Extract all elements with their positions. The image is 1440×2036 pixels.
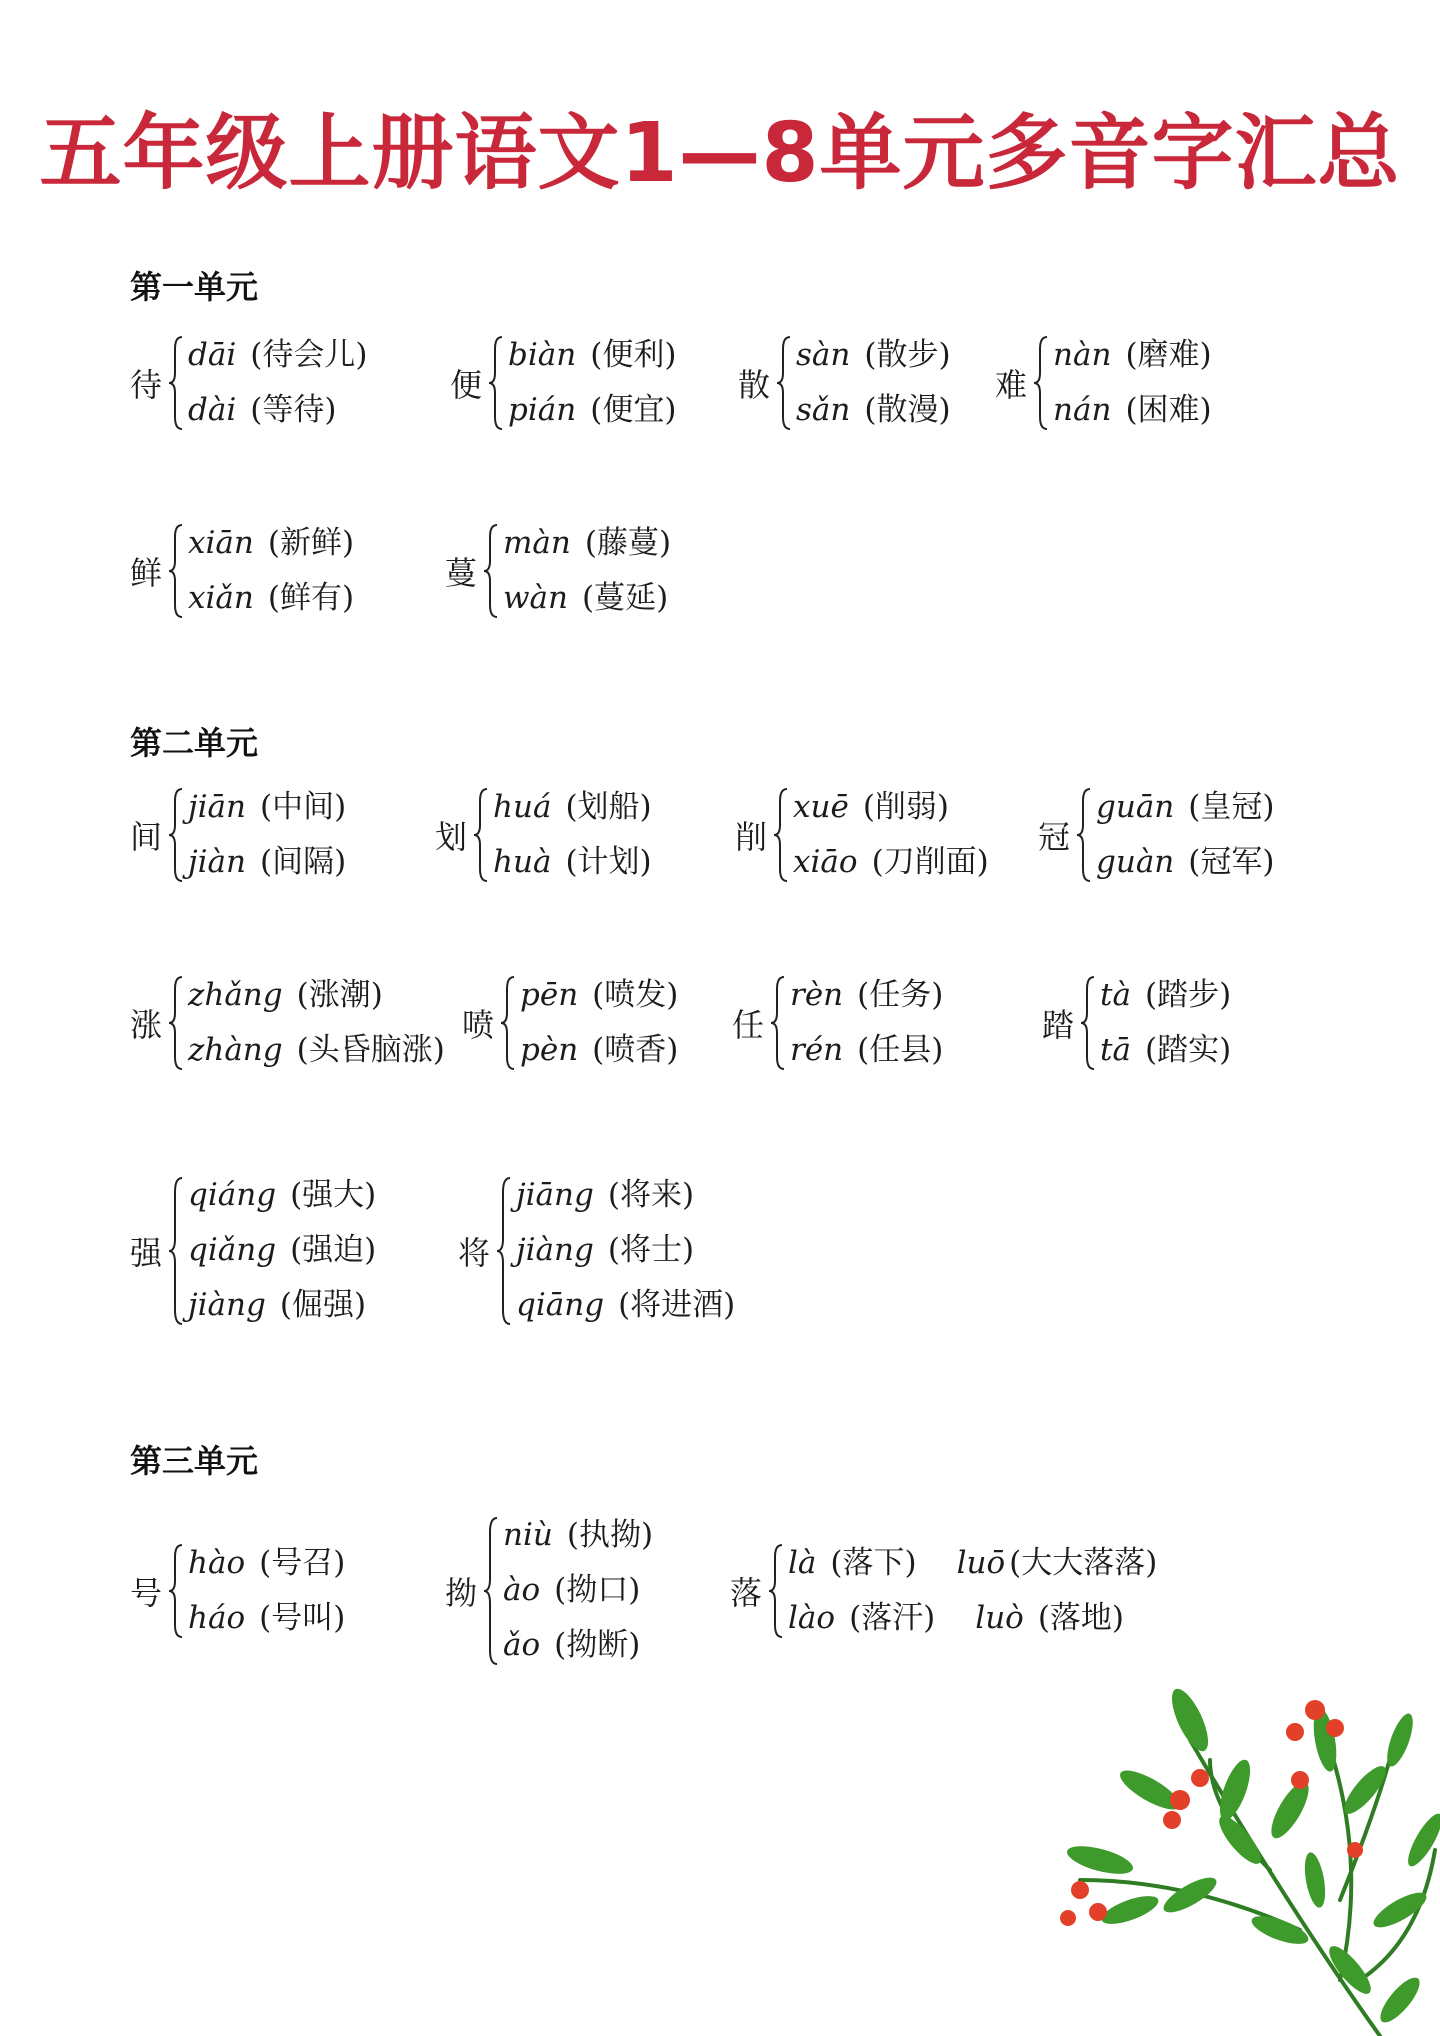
brace-icon bbox=[500, 975, 516, 1071]
pinyin: hào bbox=[188, 1545, 246, 1581]
polyphone-entry bbox=[130, 328, 367, 438]
reading-row bbox=[508, 328, 676, 383]
reading-row bbox=[188, 571, 354, 626]
example-word: (号召) bbox=[259, 1545, 346, 1581]
brace-icon bbox=[483, 523, 499, 619]
example-word: (散漫) bbox=[864, 392, 951, 428]
polyphone-entry bbox=[445, 516, 671, 626]
reading-row bbox=[1100, 968, 1231, 1023]
reading-row bbox=[503, 1563, 653, 1618]
polyphone-char: 冠 bbox=[1038, 818, 1071, 856]
example-word: (中间) bbox=[260, 789, 347, 825]
reading-row bbox=[188, 1278, 376, 1333]
brace-icon bbox=[473, 787, 489, 883]
polyphone-char: 踏 bbox=[1042, 1006, 1075, 1044]
pinyin: huá bbox=[493, 789, 552, 825]
polyphone-char: 散 bbox=[738, 366, 771, 404]
polyphone-entry bbox=[1042, 968, 1231, 1078]
example-word: (刀削面) bbox=[871, 844, 989, 880]
pinyin: nán bbox=[1053, 392, 1112, 428]
pinyin: dāi bbox=[188, 337, 237, 373]
reading-row bbox=[788, 1536, 1157, 1591]
example-word: (落汗) bbox=[849, 1600, 936, 1636]
reading-row bbox=[1100, 1023, 1231, 1078]
pinyin: xuē bbox=[793, 789, 849, 825]
brace-icon bbox=[770, 975, 786, 1071]
brace-icon bbox=[168, 335, 184, 431]
example-word: (落地) bbox=[1037, 1600, 1125, 1636]
reading-row bbox=[516, 1223, 735, 1278]
example-word: (强大) bbox=[290, 1177, 377, 1213]
polyphone-char: 划 bbox=[435, 818, 468, 856]
reading-row bbox=[493, 780, 652, 835]
example-word: (涨潮) bbox=[296, 977, 383, 1013]
reading-row bbox=[520, 1023, 678, 1078]
example-word: (强迫) bbox=[290, 1232, 377, 1268]
reading-row bbox=[520, 968, 678, 1023]
example-word: (执拗) bbox=[566, 1517, 654, 1553]
example-word: (困难) bbox=[1125, 392, 1212, 428]
example-word: (藤蔓) bbox=[584, 525, 672, 561]
example-word: (任县) bbox=[857, 1032, 944, 1068]
example-word: (便利) bbox=[590, 337, 677, 373]
example-word: (蔓延) bbox=[582, 580, 669, 616]
brace-icon bbox=[168, 523, 184, 619]
pinyin: guān bbox=[1096, 789, 1175, 825]
polyphone-entry bbox=[1038, 780, 1274, 890]
reading-row bbox=[493, 835, 652, 890]
pinyin: pián bbox=[508, 392, 577, 428]
pinyin: qiáng bbox=[188, 1177, 277, 1213]
example-word: (将进酒) bbox=[618, 1287, 736, 1323]
reading-row bbox=[188, 1023, 445, 1078]
polyphone-char: 将 bbox=[458, 1233, 491, 1272]
example-word: (散步) bbox=[864, 337, 951, 373]
example-word: (头昏脑涨) bbox=[296, 1032, 445, 1068]
brace-icon bbox=[168, 975, 184, 1071]
pinyin: zhàng bbox=[188, 1032, 283, 1068]
polyphone-char: 间 bbox=[130, 818, 163, 856]
polyphone-char: 拗 bbox=[445, 1573, 478, 1612]
reading-row bbox=[1096, 780, 1274, 835]
reading-row bbox=[508, 383, 676, 438]
example-word: (将来) bbox=[607, 1177, 695, 1213]
example-word: (磨难) bbox=[1125, 337, 1212, 373]
brace-icon bbox=[768, 1543, 784, 1639]
brace-icon bbox=[1080, 975, 1096, 1071]
reading-row bbox=[516, 1168, 735, 1223]
pinyin: luō bbox=[956, 1545, 1006, 1581]
brace-icon bbox=[773, 787, 789, 883]
example-word: (将士) bbox=[607, 1232, 695, 1268]
polyphone-char: 任 bbox=[732, 1006, 765, 1044]
reading-row bbox=[516, 1278, 735, 1333]
polyphone-char: 强 bbox=[130, 1233, 163, 1272]
pinyin: jiān bbox=[188, 789, 246, 825]
polyphone-char: 待 bbox=[130, 366, 163, 404]
pinyin: tā bbox=[1100, 1032, 1131, 1068]
polyphone-entry bbox=[130, 1168, 376, 1333]
plant-illustration bbox=[1040, 1680, 1440, 2036]
example-word: (喷香) bbox=[592, 1032, 679, 1068]
pinyin: jiàng bbox=[516, 1232, 594, 1268]
pinyin: rén bbox=[790, 1032, 844, 1068]
pinyin: luò bbox=[975, 1600, 1024, 1636]
example-word: (新鲜) bbox=[267, 525, 355, 561]
polyphone-char: 蔓 bbox=[445, 554, 478, 592]
example-word: (待会儿) bbox=[250, 337, 368, 373]
polyphone-char: 鲜 bbox=[130, 554, 163, 592]
reading-row bbox=[790, 1023, 943, 1078]
reading-row bbox=[796, 328, 951, 383]
polyphone-char: 便 bbox=[450, 366, 483, 404]
brace-icon bbox=[1076, 787, 1092, 883]
pinyin: pēn bbox=[520, 977, 579, 1013]
pinyin: qiǎng bbox=[188, 1232, 277, 1268]
reading-row bbox=[188, 1168, 376, 1223]
reading-row bbox=[1053, 383, 1212, 438]
example-word: (大大落落) bbox=[1009, 1545, 1158, 1581]
pinyin: màn bbox=[503, 525, 571, 561]
reading-row bbox=[503, 1508, 653, 1563]
unit-heading-2: 第二单元 bbox=[130, 724, 259, 762]
pinyin: jiàng bbox=[188, 1287, 266, 1323]
polyphone-entry bbox=[130, 968, 445, 1078]
pinyin: wàn bbox=[503, 580, 568, 616]
pinyin: ǎo bbox=[503, 1627, 541, 1663]
polyphone-entry bbox=[995, 328, 1212, 438]
example-word: (冠军) bbox=[1188, 844, 1275, 880]
pinyin: lào bbox=[788, 1600, 836, 1636]
brace-icon bbox=[168, 1543, 184, 1639]
example-word: (号叫) bbox=[259, 1600, 346, 1636]
polyphone-char: 喷 bbox=[462, 1006, 495, 1044]
reading-row bbox=[188, 780, 346, 835]
example-word: (踏实) bbox=[1144, 1032, 1232, 1068]
example-word: (踏步) bbox=[1144, 977, 1232, 1013]
polyphone-char: 号 bbox=[130, 1574, 163, 1612]
example-word: (落下) bbox=[830, 1545, 917, 1581]
polyphone-char: 难 bbox=[995, 366, 1028, 404]
page-title: 五年级上册语文1—8单元多音字汇总 bbox=[39, 106, 1401, 201]
reading-row bbox=[188, 835, 346, 890]
brace-icon bbox=[1033, 335, 1049, 431]
reading-row bbox=[188, 328, 367, 383]
pinyin: biàn bbox=[508, 337, 577, 373]
reading-row bbox=[188, 1591, 345, 1646]
example-word: (削弱) bbox=[862, 789, 950, 825]
reading-row bbox=[796, 383, 951, 438]
reading-row bbox=[188, 1536, 345, 1591]
example-word: (皇冠) bbox=[1188, 789, 1275, 825]
reading-row bbox=[188, 516, 354, 571]
pinyin: rèn bbox=[790, 977, 844, 1013]
pinyin: pèn bbox=[520, 1032, 579, 1068]
example-word: (间隔) bbox=[260, 844, 347, 880]
pinyin: xiān bbox=[188, 525, 254, 561]
polyphone-entry bbox=[435, 780, 652, 890]
example-word: (计划) bbox=[565, 844, 652, 880]
reading-row bbox=[790, 968, 943, 1023]
unit-heading-3: 第三单元 bbox=[130, 1442, 259, 1480]
pinyin: xiǎn bbox=[188, 580, 254, 616]
reading-row bbox=[788, 1591, 1157, 1646]
pinyin: jiāng bbox=[516, 1177, 594, 1213]
example-word: (喷发) bbox=[592, 977, 679, 1013]
polyphone-entry bbox=[732, 968, 943, 1078]
polyphone-char: 落 bbox=[730, 1574, 763, 1612]
reading-row bbox=[793, 780, 989, 835]
example-word: (拗断) bbox=[554, 1627, 641, 1663]
leaf-group bbox=[1064, 1684, 1440, 2028]
polyphone-entry bbox=[450, 328, 676, 438]
polyphone-char: 涨 bbox=[130, 1006, 163, 1044]
pinyin: guàn bbox=[1096, 844, 1175, 880]
reading-row bbox=[503, 516, 671, 571]
example-word: (等待) bbox=[250, 392, 337, 428]
brace-icon bbox=[168, 787, 184, 883]
reading-row bbox=[503, 571, 671, 626]
brace-icon bbox=[488, 335, 504, 431]
pinyin: jiàn bbox=[188, 844, 246, 880]
polyphone-entry bbox=[458, 1168, 735, 1333]
pinyin: tà bbox=[1100, 977, 1131, 1013]
example-word: (任务) bbox=[857, 977, 944, 1013]
pinyin: háo bbox=[188, 1600, 246, 1636]
example-word: (拗口) bbox=[554, 1572, 641, 1608]
pinyin: dài bbox=[188, 392, 237, 428]
example-word: (便宜) bbox=[590, 392, 677, 428]
example-word: (划船) bbox=[565, 789, 652, 825]
pinyin: sàn bbox=[796, 337, 851, 373]
reading-row bbox=[188, 1223, 376, 1278]
polyphone-entry bbox=[730, 1536, 1157, 1646]
pinyin: sǎn bbox=[796, 392, 851, 428]
reading-row bbox=[1053, 328, 1212, 383]
polyphone-entry bbox=[130, 516, 354, 626]
polyphone-entry bbox=[445, 1508, 653, 1673]
pinyin: xiāo bbox=[793, 844, 858, 880]
reading-row bbox=[188, 383, 367, 438]
pinyin: niù bbox=[503, 1517, 553, 1553]
unit-heading-1: 第一单元 bbox=[130, 268, 259, 306]
pinyin: zhǎng bbox=[188, 977, 283, 1013]
pinyin: ào bbox=[503, 1572, 541, 1608]
brace-icon bbox=[776, 335, 792, 431]
pinyin: là bbox=[788, 1545, 817, 1581]
reading-row bbox=[793, 835, 989, 890]
example-word: (倔强) bbox=[279, 1287, 367, 1323]
brace-icon bbox=[168, 1176, 184, 1326]
pinyin: huà bbox=[493, 844, 552, 880]
polyphone-entry bbox=[130, 1536, 345, 1646]
reading-row bbox=[188, 968, 445, 1023]
polyphone-char: 削 bbox=[735, 818, 768, 856]
example-word: (鲜有) bbox=[267, 580, 355, 616]
polyphone-entry bbox=[738, 328, 951, 438]
pinyin: qiāng bbox=[516, 1287, 605, 1323]
polyphone-entry bbox=[462, 968, 678, 1078]
polyphone-entry bbox=[735, 780, 989, 890]
brace-icon bbox=[483, 1516, 499, 1666]
pinyin: nàn bbox=[1053, 337, 1112, 373]
reading-row bbox=[1096, 835, 1274, 890]
reading-row bbox=[503, 1618, 653, 1673]
brace-icon bbox=[496, 1176, 512, 1326]
polyphone-entry bbox=[130, 780, 346, 890]
